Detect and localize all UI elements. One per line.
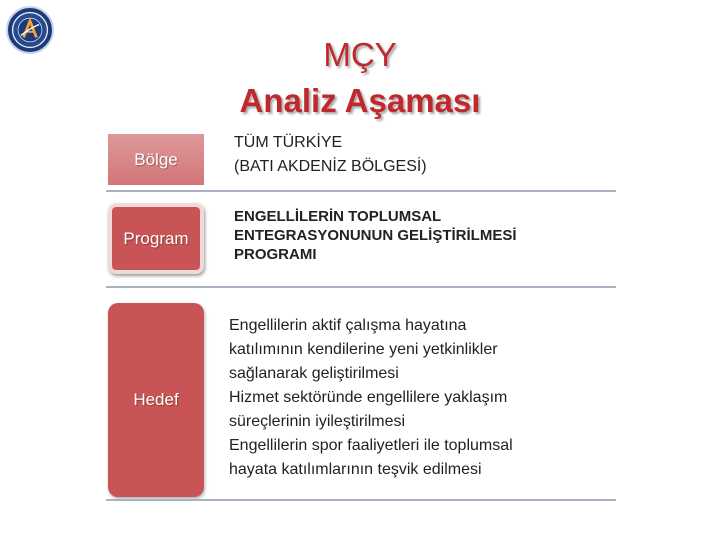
program-line: ENGELLİLERİN TOPLUMSAL — [234, 208, 442, 225]
hedef-line: Hizmet sektöründe engellilere yaklaşım — [229, 389, 508, 406]
page-subtitle: Analiz Aşaması — [239, 82, 481, 119]
page-title: MÇY — [323, 36, 397, 73]
bolge-line: (BATI AKDENİZ BÖLGESİ) — [234, 158, 427, 175]
bolge-label-box: Bölge — [108, 134, 204, 185]
hedef-line: süreçlerinin iyileştirilmesi — [229, 413, 406, 430]
program-label-box: Program — [108, 203, 204, 274]
hedef-line: katılımının kendilerine yeni yetkinlikler — [229, 341, 498, 358]
hedef-label-box: Hedef — [108, 303, 204, 497]
divider — [106, 190, 616, 192]
program-line: ENTEGRASYONUNUN GELİŞTİRİLMESİ — [234, 227, 517, 244]
hedef-line: sağlanarak geliştirilmesi — [229, 365, 399, 382]
program-content — [234, 207, 517, 264]
bolge-content — [234, 131, 427, 179]
program-line: PROGRAMI — [234, 246, 317, 263]
hedef-line: Engellilerin aktif çalışma hayatına — [229, 317, 467, 334]
hedef-content — [229, 314, 513, 482]
hedef-line: hayata katılımlarının teşvik edilmesi — [229, 461, 482, 478]
bolge-line: TÜM TÜRKİYE — [234, 134, 343, 151]
divider — [106, 499, 616, 501]
divider — [106, 286, 616, 288]
hedef-line: Engellilerin spor faaliyetleri ile toplumsal — [229, 437, 513, 454]
